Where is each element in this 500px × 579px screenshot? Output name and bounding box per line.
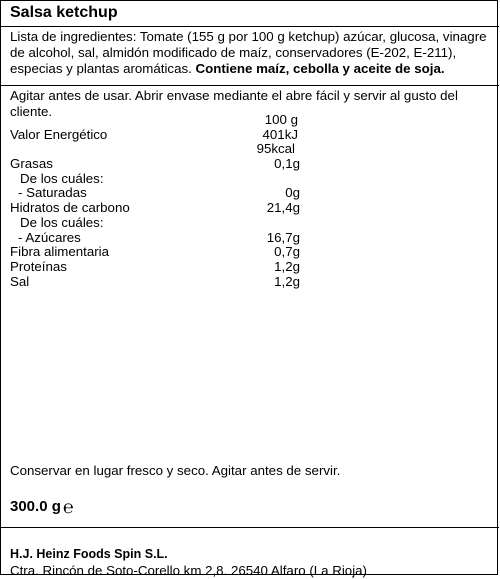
nutrient-value: 1,2g xyxy=(274,258,300,274)
nutrition-row xyxy=(10,201,310,216)
estimated-sign-icon: ℮ xyxy=(62,497,74,517)
nutrient-value: 0,1g xyxy=(274,156,300,172)
ingredients-section xyxy=(1,26,499,85)
weight-section xyxy=(1,487,499,527)
nutrient-label: De los cuáles: xyxy=(20,170,104,186)
nutrition-row xyxy=(10,260,310,275)
allergen-statement: Contiene maíz, cebolla y aceite de soja. xyxy=(195,61,445,76)
nutrient-value: 95kcal xyxy=(256,141,295,157)
storage-instructions: Conservar en lugar fresco y seco. Agitar antes de servir. xyxy=(10,463,341,478)
usage-instructions: Agitar antes de usar. Abrir envase mediante el abre fácil y servir al gusto del cliente. xyxy=(10,88,458,119)
nutrient-label: Hidratos de carbono xyxy=(10,200,130,216)
title-section xyxy=(1,1,499,26)
nutrient-label: Sal xyxy=(10,273,30,289)
ingredients-text xyxy=(10,29,491,77)
nutrient-label: Valor Energético xyxy=(10,126,108,142)
nutrition-row xyxy=(10,245,310,260)
nutrition-header-row xyxy=(10,113,310,128)
nutrient-label: Fibra alimentaria xyxy=(10,244,110,260)
nutrition-row xyxy=(10,231,310,246)
nutrition-header-per-100g: 100 g xyxy=(264,112,298,127)
nutrition-row xyxy=(10,128,310,143)
nutrition-row xyxy=(10,142,310,157)
storage-section xyxy=(1,457,499,487)
company-name: H.J. Heinz Foods Spin S.L. xyxy=(10,547,168,561)
nutrition-row xyxy=(10,216,310,231)
ingredients-list: Lista de ingredientes: Tomate (155 g por 100 g ketchup) azúcar, glucosa, vinagre de alcohol, sal, almidón modificado de maíz, conservadores (E-202, E-211), especias y plantas aromáticas. xyxy=(10,29,487,76)
nutrition-row xyxy=(10,186,310,201)
net-weight-value: 300.0 g xyxy=(10,498,61,515)
nutrient-value: 0g xyxy=(285,185,300,201)
company-address: Ctra. Rincón de Soto-Corello km 2,8. 26540 Alfaro (La Rioja) xyxy=(10,563,367,578)
nutrient-label: De los cuáles: xyxy=(20,214,104,230)
nutrition-row xyxy=(10,172,310,187)
nutrition-table xyxy=(10,113,310,289)
nutrient-value: 21,4g xyxy=(266,200,300,216)
company-section xyxy=(1,527,499,576)
nutrition-row xyxy=(10,157,310,172)
nutrient-label: - Azúcares xyxy=(18,229,81,245)
nutrient-label: Proteínas xyxy=(10,258,67,274)
nutrition-row xyxy=(10,275,310,290)
nutrient-value: 0,7g xyxy=(274,244,300,260)
nutrient-value: 16,7g xyxy=(266,229,300,245)
nutrient-label: Grasas xyxy=(10,156,53,172)
nutrient-value: 1,2g xyxy=(274,273,300,289)
nutrient-label: - Saturadas xyxy=(18,185,87,201)
net-weight xyxy=(10,497,491,517)
nutrient-value: 401kJ xyxy=(262,126,298,142)
product-title: Salsa ketchup xyxy=(10,4,118,21)
